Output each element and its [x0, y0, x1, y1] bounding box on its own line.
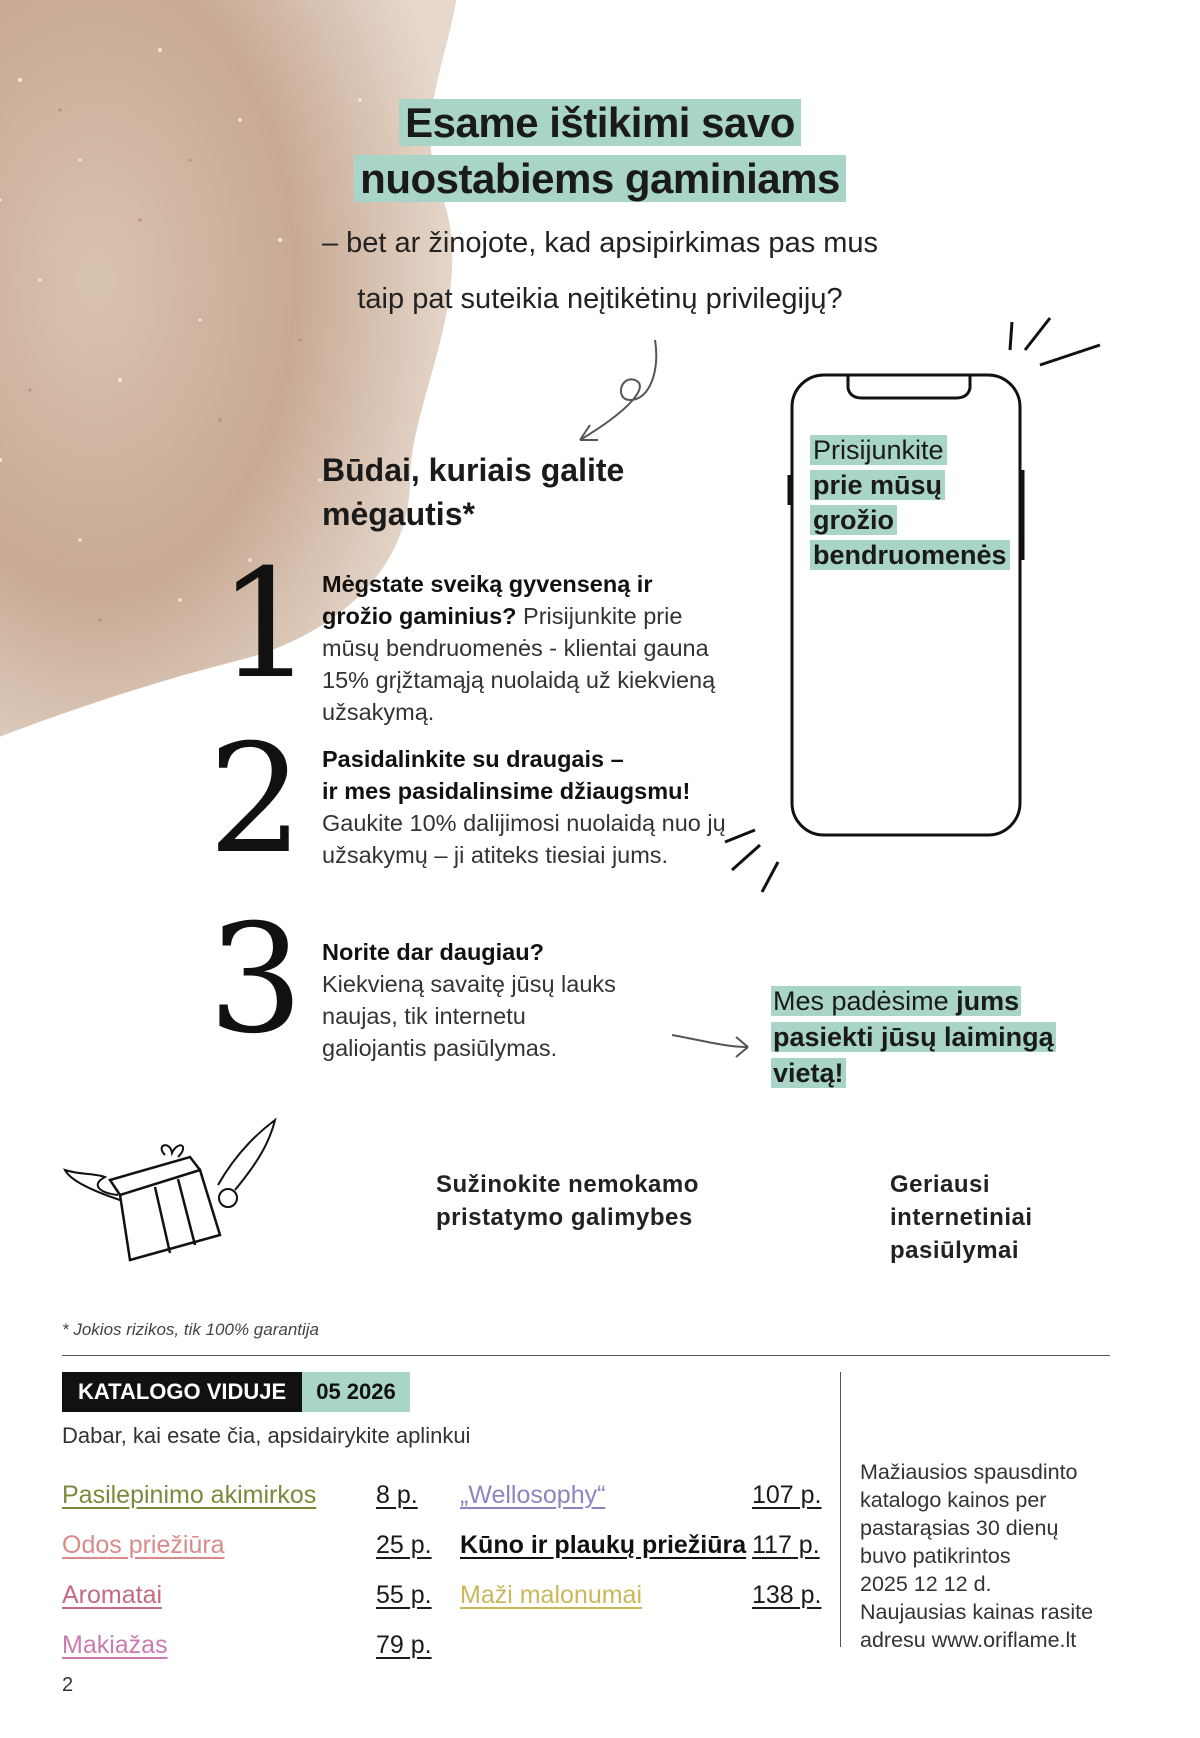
help-line-3: vietą! [773, 1058, 844, 1088]
step-3-heading: Norite dar daugiau? [322, 939, 544, 965]
toc-link-odos[interactable]: Odos priežiūra [62, 1531, 225, 1559]
delivery-line-2: pristatymo galimybes [436, 1204, 693, 1231]
footnote: * Jokios rizikos, tik 100% garantija [62, 1320, 320, 1339]
step-2-text [322, 743, 742, 871]
price-note-line-2: katalogo kainos per [860, 1488, 1047, 1512]
step-2-heading-line-1: Pasidalinkite su draugais – [322, 746, 624, 772]
offers-line-3: pasiūlymai [890, 1237, 1020, 1264]
offers-line-2: internetiniai [890, 1204, 1033, 1231]
catalog-intro: Dabar, kai esate čia, apsidairykite aplinkui [62, 1423, 471, 1448]
step-2-heading-line-2: ir mes pasidalinsime džiaugsmu! [322, 778, 691, 804]
price-note-line-5: 2025 12 12 d. [860, 1572, 992, 1596]
step-3-text [322, 936, 632, 1064]
step-1-body: mūsų bendruomenės - klientai gauna 15% grįžtamąją nuolaidą už kiekvieną užsakymą. [322, 635, 716, 725]
arrow-right-icon [670, 1025, 755, 1065]
toc-link-aromatai[interactable]: Aromatai [62, 1581, 163, 1609]
ways-title-line-2: mėgautis* [322, 496, 475, 532]
toc-page-107[interactable]: 107 p. [752, 1481, 822, 1509]
help-callout [771, 983, 1056, 1091]
page-title [0, 95, 1200, 207]
ways-title-line-1: Būdai, kuriais galite [322, 452, 625, 488]
toc-link-kuno-plauku[interactable]: Kūno ir plaukų priežiūra [460, 1531, 747, 1559]
online-offers-text [890, 1168, 1033, 1267]
curly-arrow-icon [560, 330, 670, 450]
step-number-1: 1 [218, 538, 314, 712]
phone-line-3: grožio [810, 505, 897, 535]
catalog-label-bar [62, 1372, 410, 1412]
toc-page-79[interactable]: 79 p. [376, 1631, 432, 1659]
help-line-1-bold: jums [956, 986, 1020, 1016]
phone-screen-text [810, 433, 1010, 573]
toc-link-makiazas[interactable]: Makiažas [62, 1631, 168, 1659]
price-note-line-1: Mažiausios spausdinto [860, 1460, 1078, 1484]
price-note-line-7: adresu www.oriflame.lt [860, 1628, 1077, 1652]
free-delivery-text [436, 1168, 699, 1234]
ways-title [322, 448, 624, 536]
title-line-2: nuostabiems gaminiams [354, 155, 846, 202]
subtitle-line-2: taip pat suteikia neįtikėtinų privilegijų? [357, 283, 843, 315]
price-note-line-6: Naujausias kainas rasite [860, 1600, 1094, 1624]
title-line-1: Esame ištikimi savo [399, 99, 801, 146]
step-number-2: 2 [208, 713, 304, 887]
smartphone-illustration [720, 310, 1120, 910]
toc-link-mazi-malonumai[interactable]: Maži malonumai [460, 1581, 643, 1609]
phone-line-4: bendruomenės [810, 540, 1010, 570]
help-line-1-normal: Mes padėsime [773, 986, 957, 1016]
step-1-inline-text: Prisijunkite prie [516, 603, 683, 629]
step-2-body: Gaukite 10% dalijimosi nuolaidą nuo jų užsakymų – ji atiteks tiesiai jums. [322, 810, 726, 868]
step-3-body: Kiekvieną savaitę jūsų lauks naujas, tik internetu galiojantis pasiūlymas. [322, 971, 616, 1061]
phone-line-1: Prisijunkite [810, 435, 947, 465]
offers-line-1: Geriausi [890, 1171, 991, 1198]
price-note [860, 1458, 1120, 1654]
vertical-divider [840, 1372, 841, 1647]
step-1-heading-line-2: grožio gaminius? [322, 603, 517, 629]
price-note-line-3: pastarąsias 30 dienų [860, 1516, 1059, 1540]
page-number: 2 [62, 1674, 74, 1696]
toc-page-8[interactable]: 8 p. [376, 1481, 418, 1509]
delivery-line-1: Sužinokite nemokamo [436, 1171, 699, 1198]
toc-page-117[interactable]: 117 p. [752, 1531, 820, 1559]
help-line-2: pasiekti jūsų laimingą [773, 1022, 1054, 1052]
phone-line-2: prie mūsų [810, 470, 945, 500]
help-line-1 [771, 986, 1021, 1016]
toc-page-25[interactable]: 25 p. [376, 1531, 432, 1559]
toc-page-138[interactable]: 138 p. [752, 1581, 822, 1609]
catalog-label: KATALOGO VIDUJE [62, 1372, 302, 1412]
step-1-text [322, 568, 722, 728]
step-1-heading-line-1: Mėgstate sveiką gyvenseną ir [322, 571, 653, 597]
step-number-3: 3 [208, 893, 304, 1067]
toc-link-wellosophy[interactable]: „Wellosophy“ [460, 1481, 606, 1509]
toc-link-pasilepinimo[interactable]: Pasilepinimo akimirkos [62, 1481, 317, 1509]
winged-gift-icon [60, 1115, 280, 1265]
price-note-line-4: buvo patikrintos [860, 1544, 1011, 1568]
toc-page-55[interactable]: 55 p. [376, 1581, 432, 1609]
subtitle-line-1: – bet ar žinojote, kad apsipirkimas pas mus [321, 227, 879, 259]
divider-line [62, 1355, 1110, 1356]
catalog-issue: 05 2026 [302, 1372, 410, 1412]
